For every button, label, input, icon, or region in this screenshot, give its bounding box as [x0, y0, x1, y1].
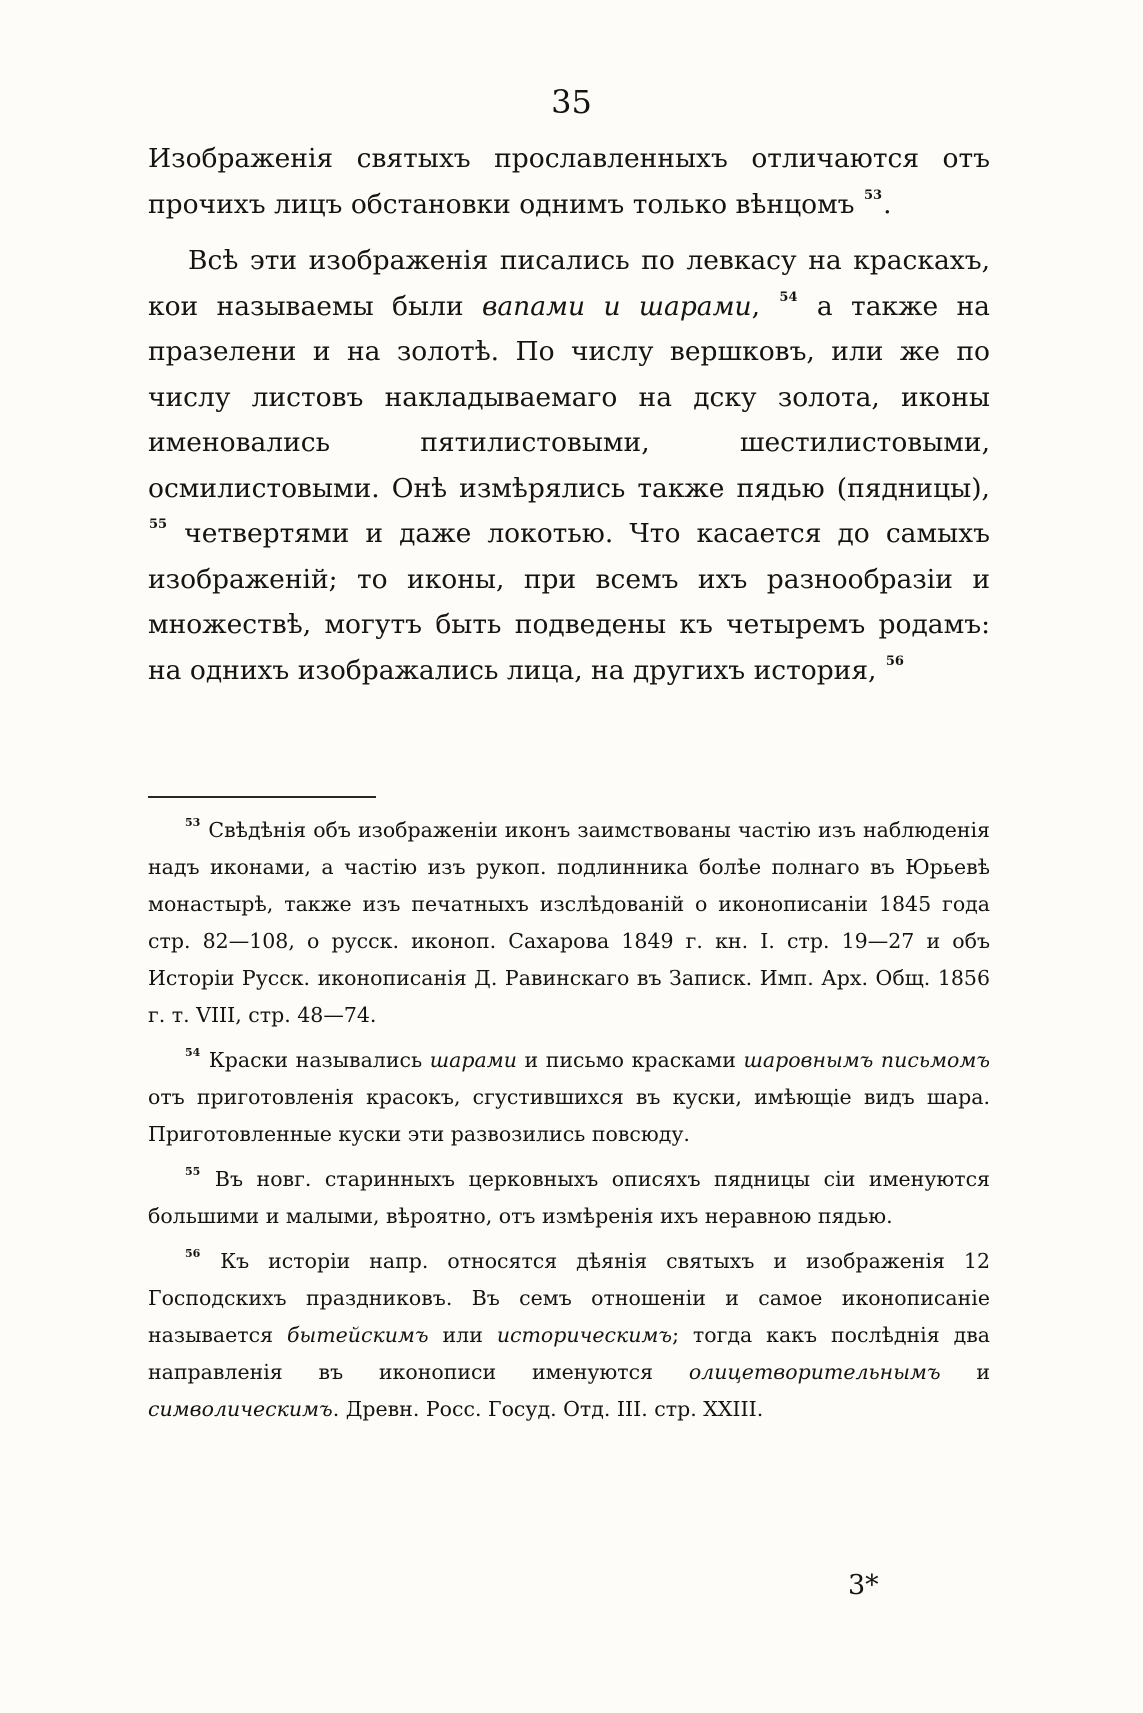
- footnote-ref-53[interactable]: 53: [863, 187, 883, 203]
- footnotes: [148, 812, 990, 1436]
- text-segment: четвертями и даже локотью. Что касается до самыхъ изображеній; то иконы, при всемъ ихъ разнообразіи и множествѣ, могутъ быть подведены къ четыремъ родамъ: на однихъ изображались лица, на другихъ история,: [148, 518, 990, 686]
- text-segment: и: [585, 290, 639, 322]
- main-paragraph-2: [148, 238, 990, 693]
- footnote-separator: [148, 796, 376, 798]
- footnote-ref-54[interactable]: 54: [779, 289, 798, 305]
- footnote-text: и письмо красками: [516, 1048, 744, 1072]
- footnote-text: Краски назывались: [208, 1048, 430, 1072]
- text-segment: Изображенія святыхъ прославленныхъ отличаются отъ прочихъ лицъ обстановки однимъ только вѣнцомъ: [148, 143, 990, 220]
- italic-term: символическимъ: [148, 1397, 333, 1421]
- footnote-ref-55[interactable]: 55: [149, 517, 168, 532]
- footnote-number: 55: [185, 1165, 201, 1178]
- main-paragraph-1: [148, 136, 990, 227]
- footnote-text: и: [940, 1360, 990, 1384]
- text-segment: .: [883, 188, 892, 220]
- footnote-56: [148, 1243, 990, 1428]
- italic-term: шарами: [429, 1048, 517, 1072]
- page-number: 35: [551, 83, 592, 121]
- text-segment: Всѣ эти изображенія писались по левкасу на краскахъ, кои называемы были: [148, 245, 990, 322]
- footnote-text: Въ новг. старинныхъ церковныхъ описяхъ пядницы сіи именуются большими и малыми, вѣроятно, отъ измѣренія ихъ неравною пядью.: [148, 1167, 990, 1228]
- footnote-text: отъ приготовленія красокъ, сгустившихся въ куски, имѣющіе видъ шара. Приготовленные куски эти развозились повсюду.: [148, 1085, 990, 1146]
- text-segment: а также на празелени и на золотѣ. По числу вершковъ, или же по числу листовъ накладываемаго на дску золота, иконы именовались пятилистовыми, шестилистовыми, осмилистовыми. Онѣ измѣрялись также пядью (пядницы),: [148, 290, 990, 504]
- footnote-text: Къ исторіи напр. относятся дѣянія святыхъ и изображенія 12 Господскихъ праздниковъ. Въ семъ отношеніи и самое иконописаніе называется: [148, 1249, 990, 1347]
- text-segment: ,: [751, 290, 779, 322]
- footnote-number: 53: [185, 816, 201, 829]
- italic-term: историческимъ: [496, 1323, 673, 1347]
- italic-term-vapami: вапами: [481, 290, 586, 322]
- footnote-number: 56: [185, 1247, 201, 1260]
- footnote-text: Свѣдѣнія объ изображеніи иконъ заимствованы частію изъ наблюденія надъ иконами, а частію изъ рукоп. подлинника болѣе полнаго въ Юрьевѣ монастырѣ, также изъ печатныхъ изслѣдованій о иконописаніи 1845 года стр. 82—108, о русск. иконоп. Сахарова 1849 г. кн. I. стр. 19—27 и объ Исторіи Русск. иконописанія Д. Равинскаго въ Записк. Имп. Арх. Общ. 1856 г. т. VIII, стр. 48—74.: [148, 818, 990, 1027]
- footnote-ref-56[interactable]: 56: [885, 653, 904, 669]
- footnote-53: [148, 812, 990, 1034]
- footnote-54: [148, 1042, 990, 1153]
- footnote-text: ; тогда какъ послѣднія два направленія въ иконописи именуются: [148, 1323, 990, 1384]
- italic-term: бытейскимъ: [286, 1323, 429, 1347]
- footnote-number: 54: [185, 1046, 201, 1059]
- footnote-text: или: [428, 1323, 497, 1347]
- italic-term: шаровнымъ письмомъ: [743, 1048, 990, 1072]
- signature-mark: 3*: [848, 1570, 879, 1601]
- italic-term: олицетворительнымъ: [688, 1360, 941, 1384]
- footnote-text: . Древн. Росс. Госуд. Отд. III. стр. XXIII.: [332, 1397, 764, 1421]
- main-text: [148, 136, 990, 693]
- italic-term-sharami: шарами: [638, 290, 752, 322]
- footnote-55: [148, 1161, 990, 1235]
